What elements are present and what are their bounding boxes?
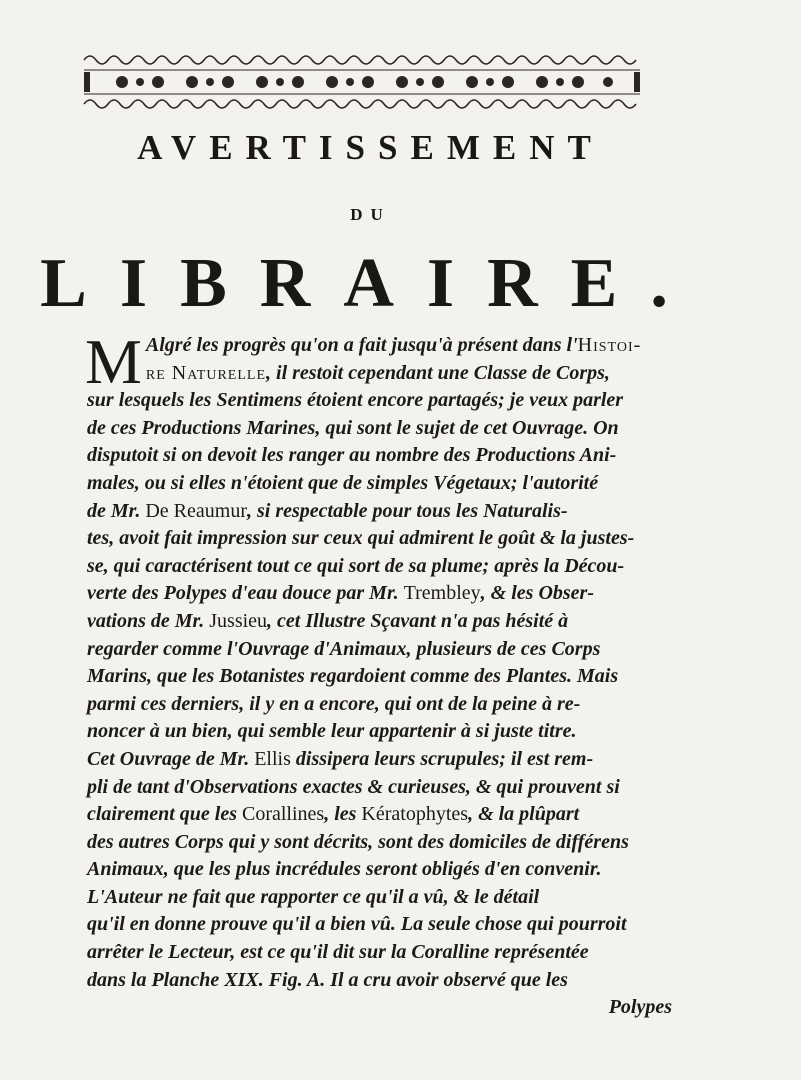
text-run: , & les Obser-	[480, 582, 594, 605]
text-run: clairement que les	[87, 803, 242, 826]
body-line	[87, 884, 672, 912]
text-run: Cet Ouvrage de Mr.	[87, 747, 255, 770]
text-run: Kératophytes	[361, 803, 469, 826]
body-line	[87, 580, 672, 608]
text-run: Algré les progrès qu'on a fait jusqu'à présent dans l'	[145, 334, 578, 356]
text-run: de Mr.	[87, 499, 146, 522]
text-run: , & la plûpart	[468, 803, 580, 826]
text-run: , les	[324, 803, 362, 826]
body-line	[87, 387, 672, 415]
body-line	[87, 608, 672, 636]
body-text	[85, 326, 672, 1022]
body-line	[87, 498, 672, 526]
text-run: , cet Illustre Sçavant n'a pas hésité à	[267, 609, 569, 632]
body-line	[87, 332, 672, 360]
text-run: disputoit si on devoit les ranger au nombre des Productions Ani-	[87, 444, 617, 467]
drop-cap: M	[85, 326, 142, 397]
body-line	[87, 994, 672, 1022]
text-run: Ellis	[254, 747, 291, 770]
text-run: se, qui caractérisent tout ce qui sort de sa plume; après la Décou-	[87, 554, 625, 577]
body-line	[87, 663, 672, 691]
text-run: pli de tant d'Observations exactes & curieuses, & qui prouvent si	[87, 775, 620, 798]
body-line	[87, 829, 672, 857]
body-line	[87, 636, 672, 664]
text-run: , si respectable pour tous les Naturalis-	[246, 499, 568, 522]
body-line	[87, 746, 672, 774]
text-run: L'Auteur ne fait que rapporter ce qu'il a vû, & le détail	[87, 885, 540, 908]
header-ornament-band	[82, 50, 642, 112]
text-run: qu'il en donne prouve qu'il a bien vû. La seule chose qui pourroit	[87, 913, 627, 936]
body-line	[87, 415, 672, 443]
body-line	[87, 553, 672, 581]
text-run: verte des Polypes d'eau douce par Mr.	[87, 582, 404, 605]
text-run: , il restoit cependant une Classe de Corps,	[266, 361, 610, 384]
heading-avertissement: AVERTISSEMENT	[137, 128, 604, 167]
text-run: Histoi-	[577, 334, 642, 356]
text-run: des autres Corps qui y sont décrits, sont des domiciles de différens	[87, 830, 629, 853]
body-line	[87, 442, 672, 470]
body-line	[87, 801, 672, 829]
text-run: Corallines	[241, 803, 325, 826]
text-run: males, ou si elles n'étoient que de simples Végetaux; l'autorité	[87, 471, 599, 494]
body-line	[87, 525, 672, 553]
body-line	[87, 774, 672, 802]
text-run: noncer à un bien, qui semble leur appartenir à si juste titre.	[87, 720, 577, 743]
body-line	[87, 939, 672, 967]
text-run: de ces Productions Marines, qui sont le sujet de cet Ouvrage. On	[87, 416, 619, 439]
text-run: De Reaumur	[145, 499, 247, 522]
text-run: Polypes	[608, 996, 672, 1019]
text-run: Jussieu	[209, 609, 268, 632]
body-line	[87, 470, 672, 498]
body-line	[87, 718, 672, 746]
text-run: tes, avoit fait impression sur ceux qui admirent le goût & la justes-	[87, 527, 635, 550]
body-line	[87, 967, 672, 995]
body-line	[87, 360, 672, 388]
text-run: sur lesquels les Sentimens étoient encore partagés; je veux parler	[87, 389, 624, 412]
text-run: dans la Planche XIX. Fig. A. Il a cru avoir observé que les	[87, 968, 568, 991]
text-run: parmi ces derniers, il y en a encore, qui ont de la peine à re-	[87, 692, 581, 715]
text-run: vations de Mr.	[87, 609, 210, 632]
text-run: dissipera leurs scrupules; il est rem-	[290, 747, 594, 770]
heading-du: DU	[350, 205, 391, 224]
body-line	[87, 911, 672, 939]
text-run: Animaux, que les plus incrédules seront obligés d'en convenir.	[87, 858, 602, 881]
heading-libraire: LIBRAIRE.	[40, 245, 701, 322]
text-run: Naturelle	[171, 361, 267, 384]
text-run: arrêter le Lecteur, est ce qu'il dit sur la Coralline représentée	[87, 941, 589, 964]
text-run: Trembley	[403, 582, 481, 605]
text-run: Marins, que les Botanistes regardoient comme des Plantes. Mais	[87, 665, 619, 688]
body-line	[87, 856, 672, 884]
body-line	[87, 691, 672, 719]
text-run: regarder comme l'Ouvrage d'Animaux, plusieurs de ces Corps	[87, 637, 601, 660]
text-run: re	[145, 361, 172, 384]
